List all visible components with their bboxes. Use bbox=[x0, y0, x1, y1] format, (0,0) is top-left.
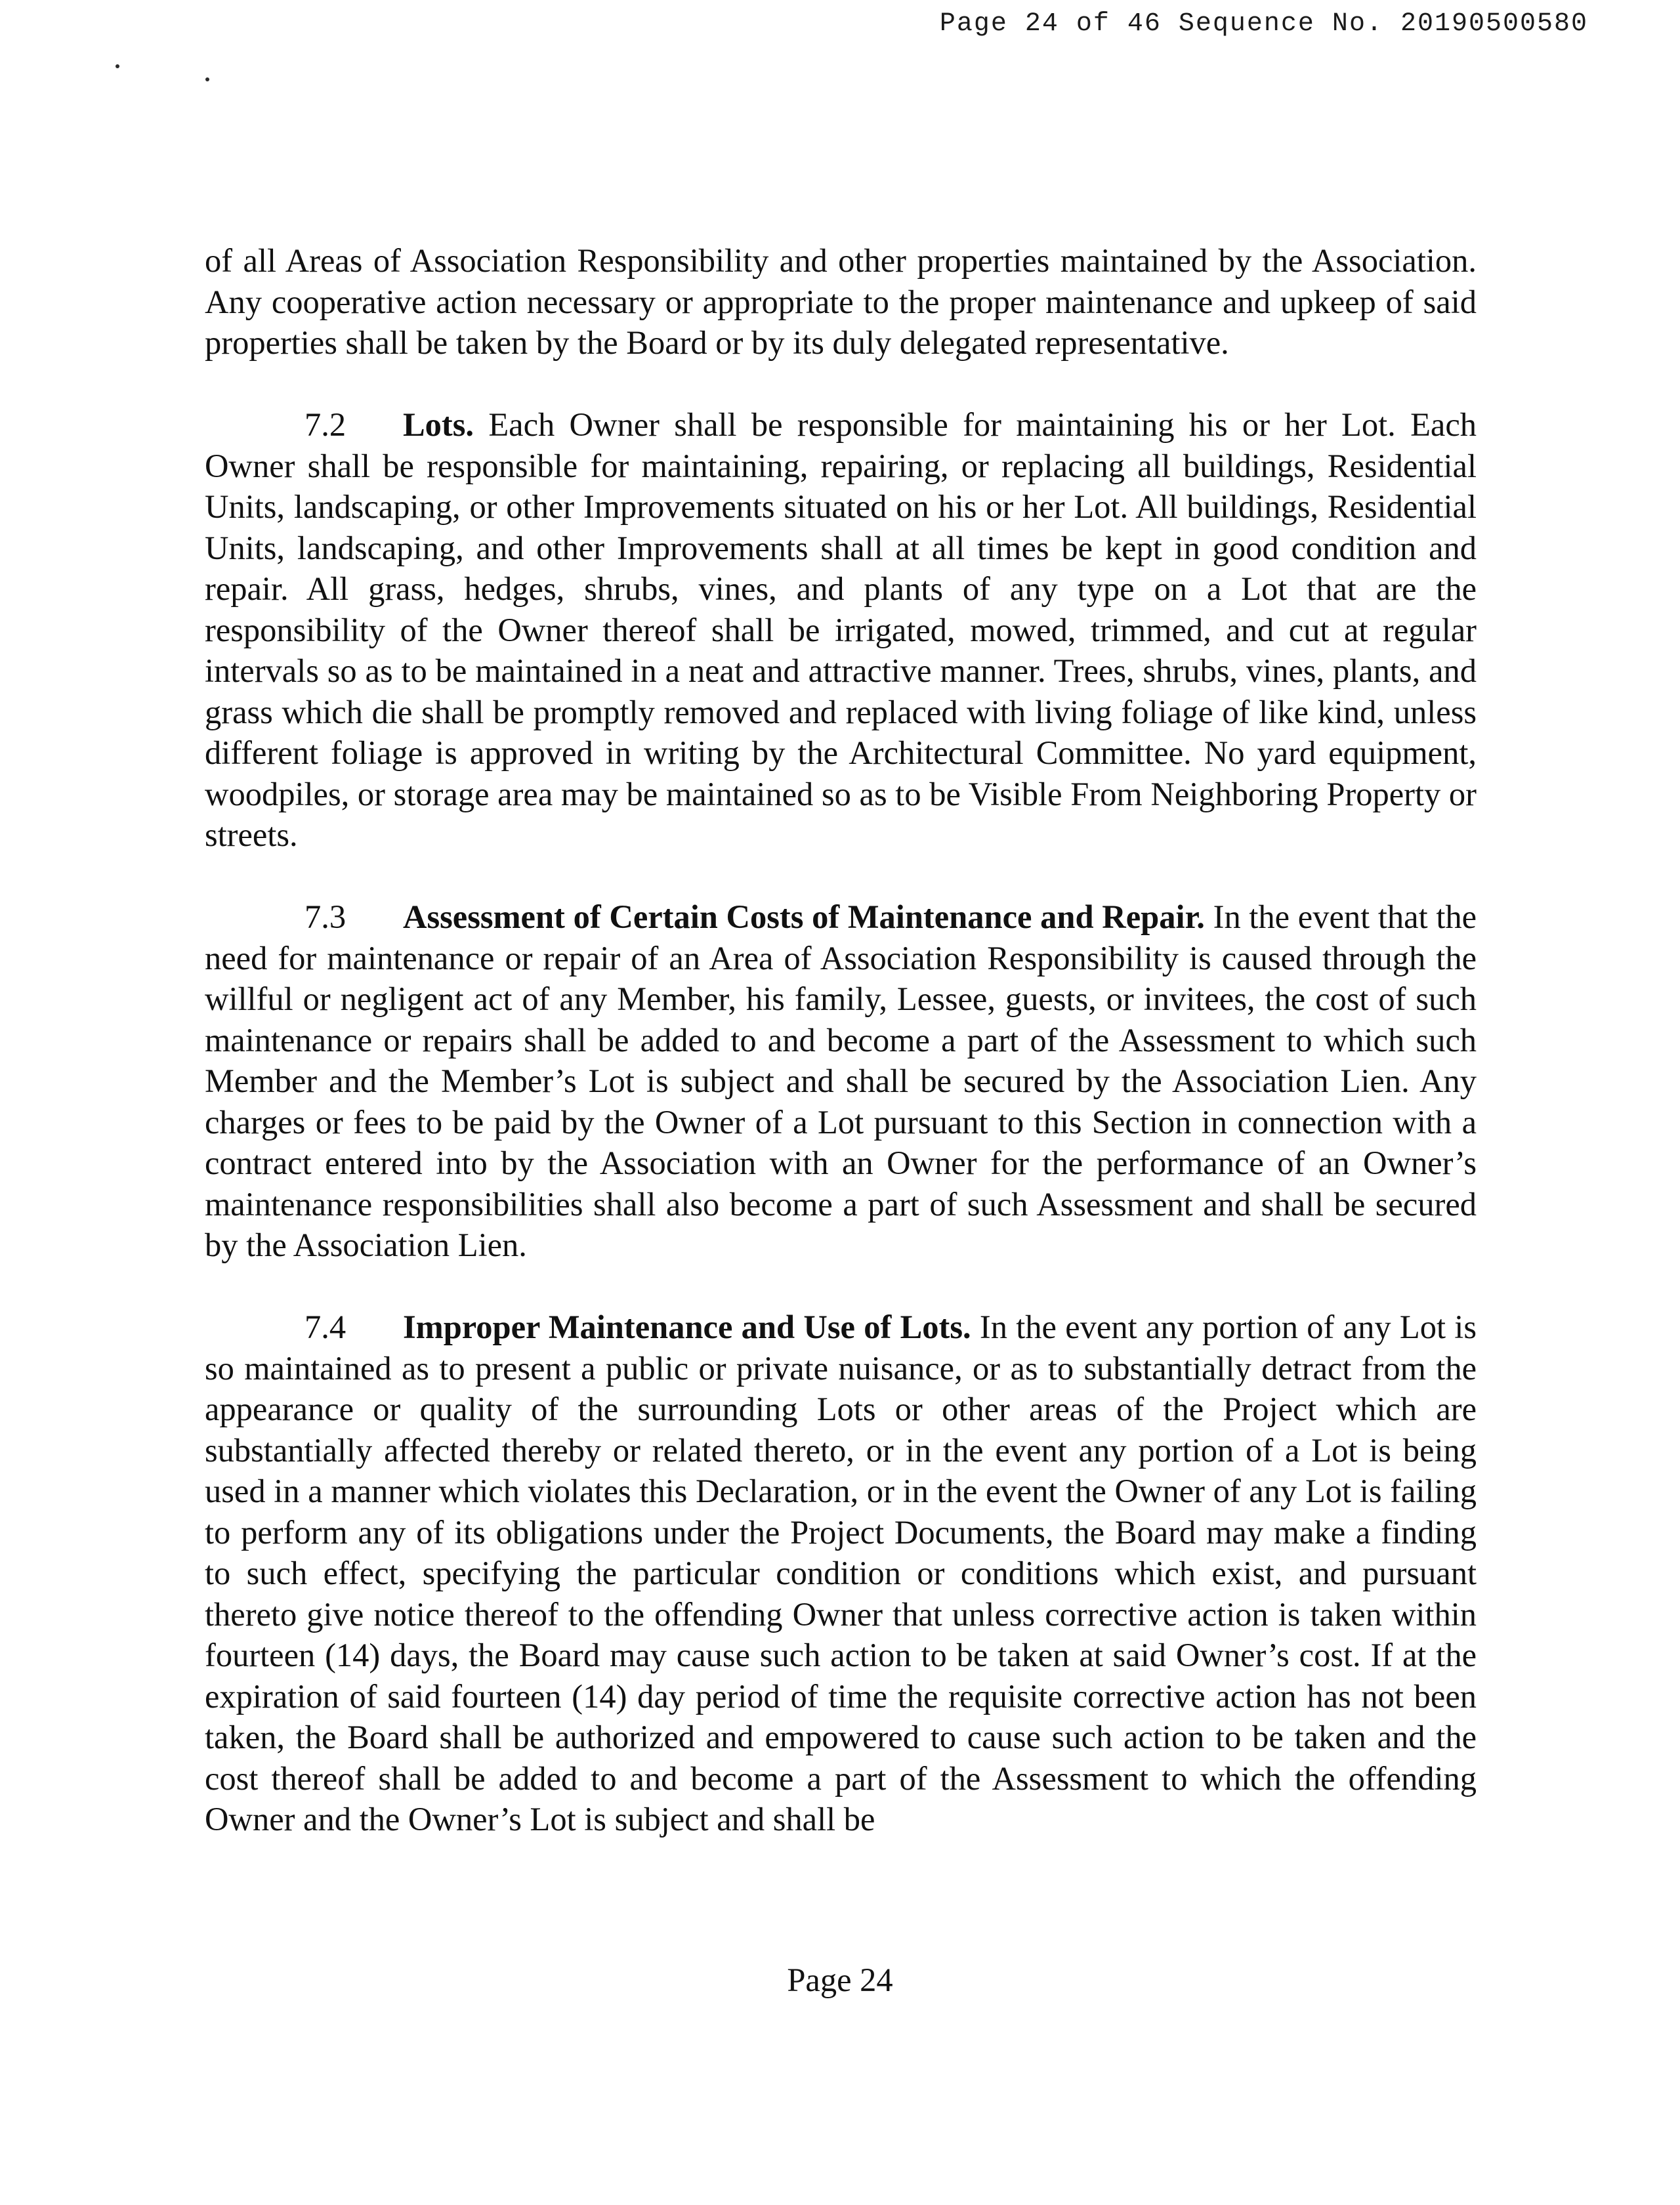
page-number: Page 24 bbox=[787, 1962, 893, 1998]
section-number: 7.2 bbox=[304, 406, 346, 443]
section-7-2 bbox=[205, 404, 1477, 856]
section-title: Lots. bbox=[403, 406, 474, 443]
scan-speck bbox=[116, 64, 119, 68]
scan-speck bbox=[205, 77, 209, 81]
section-text: In the event that the need for maintenance or repair of an Area of Association Responsibility is caused through the willful or negligent act of any Member, his family, Lessee, guests, or invitees, the cost of such maintenance or repairs shall be added to and become a part of the Assessment to which such Member and the Member’s Lot is subject and shall be secured by the Association Lien. Any charges or fees to be paid by the Owner of a Lot pursuant to this Section in connection with a contract entered into by the Association with an Owner for the performance of an Owner’s maintenance responsibilities shall also become a part of such Assessment and shall be secured by the Association Lien. bbox=[205, 898, 1477, 1263]
section-number: 7.4 bbox=[304, 1309, 346, 1345]
section-7-4 bbox=[205, 1307, 1477, 1840]
document-body bbox=[205, 240, 1477, 1881]
section-7-3 bbox=[205, 896, 1477, 1266]
section-number: 7.3 bbox=[304, 898, 346, 935]
section-title: Improper Maintenance and Use of Lots. bbox=[403, 1309, 971, 1345]
recording-stamp: Page 24 of 46 Sequence No. 20190500580 bbox=[939, 9, 1588, 39]
section-text: Each Owner shall be responsible for maintaining his or her Lot. Each Owner shall be responsible for maintaining, repairing, or replacing all buildings, Residential Units, landscaping, or other Improvements situated on his or her Lot. All buildings, Residential Units, landscaping, and other Improvements shall at all times be kept in good condition and repair. All grass, hedges, shrubs, vines, and plants of any type on a Lot that are the responsibility of the Owner thereof shall be irrigated, mowed, trimmed, and cut at regular intervals so as to be maintained in a neat and attractive manner. Trees, shrubs, vines, plants, and grass which die shall be promptly removed and replaced with living foliage of like kind, unless different foliage is approved in writing by the Architectural Committee. No yard equipment, woodpiles, or storage area may be maintained so as to be Visible From Neighboring Property or streets. bbox=[205, 406, 1477, 853]
paragraph-continuation bbox=[205, 240, 1477, 364]
paragraph-text: of all Areas of Association Responsibility and other properties maintained by the Association. Any cooperative action necessary or appropriate to the proper maintenance and upkeep of said properties shall be taken by the Board or by its duly delegated representative. bbox=[205, 242, 1477, 361]
section-text: In the event any portion of any Lot is so maintained as to present a public or private nuisance, or as to substantially detract from the appearance or quality of the surrounding Lots or other areas of the Project which are substantially affected thereby or related thereto, or in the event any portion of a Lot is being used in a manner which violates this Declaration, or in the event the Owner of any Lot is failing to perform any of its obligations under the Project Documents, the Board may make a finding to such effect, specifying the particular condition or conditions which exist, and pursuant thereto give notice thereof to the offending Owner that unless corrective action is taken within fourteen (14) days, the Board may cause such action to be taken at said Owner’s cost. If at the expiration of said fourteen (14) day period of time the requisite corrective action has not been taken, the Board shall be authorized and empowered to cause such action to be taken and the cost thereof shall be added to and become a part of the Assessment to which the offending Owner and the Owner’s Lot is subject and shall be bbox=[205, 1309, 1477, 1838]
section-title: Assessment of Certain Costs of Maintenance and Repair. bbox=[403, 898, 1205, 935]
